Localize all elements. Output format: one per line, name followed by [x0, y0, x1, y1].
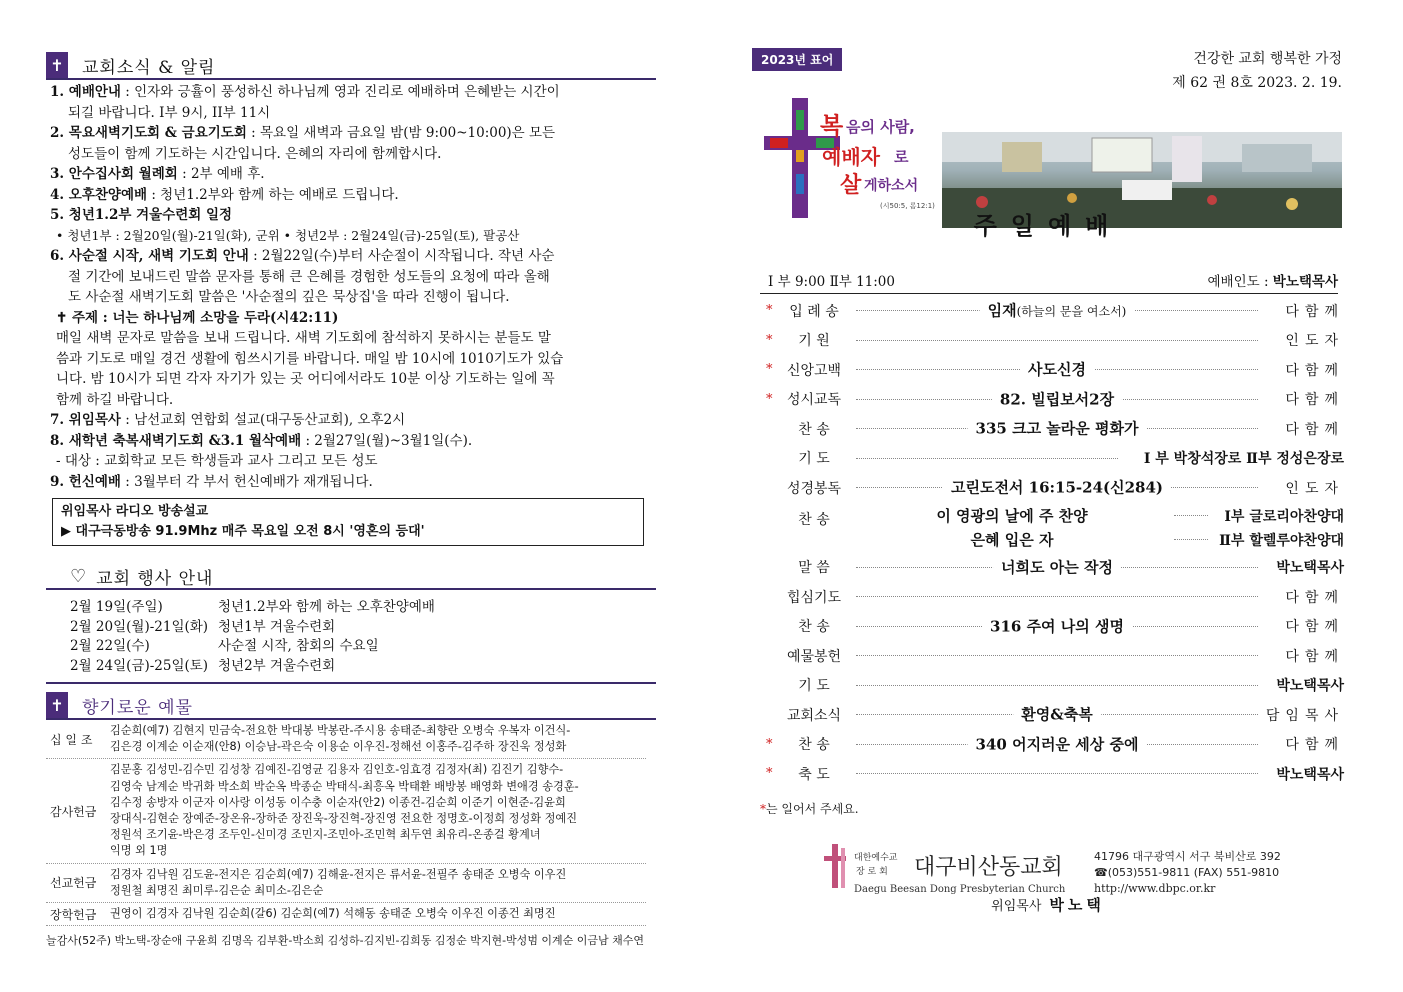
news-title: 교회소식 & 알림 [82, 57, 216, 78]
news-item-continuation: 도 사순절 새벽기도회 말씀은 '사순절의 깊은 묵상집'을 따라 진행이 됩니다. [68, 289, 510, 305]
offering-label: 십 일 조 [50, 732, 93, 747]
radio-box [52, 498, 644, 546]
order-dots [856, 340, 1258, 341]
news-item-text: : 3월부터 각 부서 헌신예배가 재개됩니다. [120, 473, 373, 490]
order-title-text: 고린도전서 16:15-24(신284) [950, 478, 1164, 497]
order-row [766, 355, 1344, 385]
offering-names-line: 정원석 조기윤-박은경 조두인-신미경 조민지-조민아-조민혁 최두연 최유리-온종걸 황계녀 [110, 828, 541, 842]
order-performer: 담임목사 [1265, 707, 1344, 724]
order-performer: 다함께 [1285, 392, 1344, 409]
order-row [766, 385, 1344, 415]
order-row [766, 296, 1344, 326]
lent-paragraph-line: 매일 새벽 문자로 말씀을 보내 드립니다. 새벽 기도회에 참석하지 못하시는 분들도 말 [56, 330, 551, 346]
news-item-sub: - 대상 : 교회학교 모든 학생들과 교사 그리고 모든 성도 [56, 453, 378, 469]
footnote-star: * [760, 802, 766, 816]
order-performer: 인도자 [1285, 333, 1344, 350]
order-row [766, 759, 1344, 789]
order-dots [856, 735, 1258, 754]
church-footer [822, 838, 1342, 898]
church-phone: ☎(053)551-9811 (FAX) 551-9810 [1094, 866, 1280, 879]
news-item-text: : 목요일 새벽과 금요일 밤(밤 9:00~10:00)은 모든 [246, 125, 556, 141]
order-label: 말 씀 [798, 560, 830, 577]
order-of-worship [766, 296, 1344, 789]
lent-paragraph-line: 니다. 밤 10시가 되면 각자 자기가 있는 곳 어디에서라도 10분 이상 기도하는 일에 꼭 [56, 371, 555, 387]
offering-row [46, 903, 646, 926]
order-label: 찬 송 [798, 421, 830, 438]
order-title [982, 615, 1132, 636]
event-date: 2월 19일(주일) [70, 599, 163, 615]
slogan-char-2: 예배자 [822, 145, 880, 169]
order-dots [856, 458, 1118, 459]
news-item-title: 5. 청년1.2부 겨울수련회 일정 [50, 207, 233, 223]
order-dots [856, 558, 1258, 577]
slogan-reference: (시50:5, 롬12:1) [880, 202, 935, 210]
lent-paragraph-line: 씀과 기도로 매일 경건 생활에 힘쓰시기를 바랍니다. 매일 밤 10시에 1010기도가 있습 [56, 350, 564, 367]
order-performer: 다함께 [1285, 421, 1344, 438]
church-english-name: Daegu Beesan Dong Presbyterian Church [854, 884, 1066, 895]
choir-list [850, 504, 1344, 552]
order-title-text: 335 크고 놀라운 평화가 [975, 419, 1139, 438]
leader-name: 박노택목사 [1272, 274, 1338, 290]
church-logo-icon [824, 844, 846, 888]
order-title [1020, 359, 1094, 380]
order-row [766, 612, 1344, 642]
order-row [766, 473, 1344, 503]
order-title [1013, 704, 1101, 725]
order-title [980, 300, 1135, 321]
news-item-title: 9. 헌신예배 [50, 473, 121, 490]
youth-retreat-line: • 청년1부 : 2월20일(월)-21일(화), 군위 • 청년2부 : 2월24일(금)-25일(토), 팔공산 [56, 227, 520, 243]
event-desc: 사순절 시작, 참회의 수요일 [218, 638, 379, 654]
news-item [46, 246, 656, 267]
order-dots [856, 655, 1258, 656]
stand-star: * [766, 332, 773, 348]
order-dots [856, 773, 1258, 774]
order-label: 성경봉독 [786, 480, 842, 497]
news-item-title: 7. 위임목사 [50, 412, 121, 428]
events-section-header [46, 564, 656, 590]
stand-star: * [766, 362, 773, 378]
order-performer: 다함께 [1285, 648, 1344, 665]
slogan-char-3: 살 [840, 173, 862, 198]
event-date: 2월 22일(수) [70, 638, 150, 654]
news-item-text: : 2월27일(월)~3월1일(수). [301, 432, 473, 449]
news-item [46, 410, 656, 431]
offer-table [46, 720, 646, 926]
news-item-title: 6. 사순절 시작, 새벽 기도회 안내 [50, 248, 249, 264]
order-title [943, 477, 1171, 498]
slogan-char-1: 복 [820, 112, 844, 140]
order-performer: 다함께 [1285, 737, 1344, 754]
church-url: http://www.dbpc.or.kr [1094, 882, 1216, 895]
stand-star: * [766, 766, 773, 782]
order-row [766, 553, 1344, 583]
order-title-text: 임재 [987, 301, 1017, 320]
event-desc: 청년1.2부와 함께 하는 오후찬양예배 [218, 599, 435, 615]
choir-dots [1174, 539, 1208, 540]
news-item-continuation: 되길 바랍니다. I부 9시, II부 11시 [68, 104, 271, 121]
order-dots [856, 301, 1258, 320]
order-dots [856, 419, 1258, 438]
lent-paragraph-line: 함께 하길 바랍니다. [56, 391, 174, 408]
order-title-text: 340 어지러운 세상 중에 [975, 735, 1139, 754]
order-label: 교회소식 [786, 707, 842, 724]
leader-label: 예배인도 : [1207, 274, 1273, 290]
choir-name: I부 글로리아찬양대 [1224, 508, 1344, 525]
order-title-text: 82. 빌립보서2장 [999, 390, 1115, 409]
stand-star: * [766, 391, 773, 407]
order-row [766, 641, 1344, 671]
news-list [46, 82, 656, 492]
offering-names-line: 정원철 최명진 최미루-김은순 최미소-김은순 [110, 883, 324, 897]
event-date: 2월 24일(금)-25일(토) [70, 657, 209, 674]
left-column [46, 52, 656, 948]
event-row [70, 637, 656, 657]
lent-theme: ✝ 주제 : 너는 하나님께 소망을 두라(시42:11) [56, 309, 339, 326]
order-dots [856, 596, 1258, 597]
order-performer: 다함께 [1285, 619, 1344, 636]
slogan-line-2: 로 [894, 148, 909, 166]
order-row [766, 700, 1344, 730]
radio-text: ▶ 대구극동방송 91.9Mhz 매주 목요일 오전 8시 '영혼의 등대' [61, 524, 425, 539]
order-label: 기 원 [798, 333, 830, 350]
choir-hymn: 은혜 입은 자 [970, 531, 1054, 549]
worship-leader [1207, 270, 1338, 290]
order-title-text: 316 주여 나의 생명 [990, 617, 1124, 636]
event-desc: 청년1부 겨울수련회 [218, 618, 336, 635]
news-item-title: 2. 목요새벽기도회 & 금요기도회 [50, 125, 247, 141]
pastor-name: 박노택 [1049, 896, 1105, 914]
order-performer: 다함께 [1285, 589, 1344, 606]
church-name: 대구비산동교회 [914, 855, 1063, 880]
order-label: 축 도 [798, 766, 830, 783]
offering-names-line: 김수정 송방자 이군자 이사랑 이성동 이수충 이순자(안2) 이종건-김순희 이준기 이현준-김윤희 [110, 795, 566, 809]
heart-icon: ♡ [70, 565, 87, 587]
stand-star: * [766, 303, 773, 319]
offering-label: 감사헌금 [50, 804, 97, 819]
offering-row [46, 720, 646, 759]
order-title [993, 556, 1121, 577]
order-label: 성시교독 [786, 392, 842, 409]
order-performer: 박노택목사 [1276, 678, 1344, 695]
offering-names [104, 903, 646, 925]
order-performer: 다함께 [1285, 362, 1344, 379]
order-row [766, 730, 1344, 760]
order-dots [856, 360, 1258, 379]
order-label: 예물봉헌 [786, 648, 842, 665]
order-label: 신앙고백 [786, 362, 842, 379]
event-row [70, 657, 656, 677]
event-row [70, 618, 656, 638]
worship-times: I 부 9:00 Ⅱ부 11:00 [768, 274, 895, 290]
radio-title: 위임목사 라디오 방송설교 [61, 504, 209, 519]
news-item [46, 164, 656, 185]
offering-names-line: 권영이 김경자 김낙원 김순희(갈6) 김순희(예7) 석해동 송태준 오병숙 이우진 이종건 최명진 [110, 907, 556, 921]
order-title [968, 418, 1147, 439]
order-label: 찬 송 [798, 619, 830, 636]
offering-names-line: 장대식-김현순 장예준-장온유-장하준 장진욱-장진혁-장진영 전요한 정명호-이정희 정성화 정예진 [110, 812, 578, 826]
news-item-text: : 남선교회 연합회 설교(대구동산교회), 오후2시 [120, 412, 406, 428]
stand-star: * [766, 736, 773, 752]
order-row [766, 444, 1344, 474]
order-performer: 박노택목사 [1276, 766, 1344, 783]
news-item [46, 185, 656, 206]
order-title [992, 388, 1122, 409]
order-row [766, 582, 1344, 612]
news-item-text: : 청년1.2부와 함께 하는 예배로 드립니다. [147, 186, 399, 203]
offering-label: 장학헌금 [50, 907, 97, 922]
church-address: 41796 대구광역시 서구 북비산로 392 [1094, 850, 1281, 863]
offering-names-line: 김은경 이계순 이순재(안8) 이승남-곽은숙 이용순 이우진-정해선 이홍주-김주하 장진욱 정성화 [110, 740, 567, 754]
year-motto-badge: 2023년 표어 [752, 48, 842, 71]
slogan-line-1: 음의 사람, [846, 118, 915, 136]
news-item [46, 123, 656, 144]
footnote [760, 800, 859, 817]
news-section-header [46, 52, 656, 80]
news-item [46, 82, 656, 103]
slogan-line-3: 게하소서 [864, 178, 919, 194]
order-title-sub: (하늘의 문을 여소서) [1016, 304, 1127, 319]
news-item-continuation: 성도들이 함께 기도하는 시간입니다. 은혜의 자리에 함께합시다. [68, 145, 442, 162]
issue-date: 제 62 권 8호 2023. 2. 19. [1172, 75, 1342, 91]
offering-label: 선교헌금 [50, 876, 97, 891]
order-label: 기 도 [798, 678, 830, 695]
event-desc: 청년2부 겨울수련회 [218, 657, 336, 674]
order-performer: 인도자 [1285, 480, 1344, 497]
news-item-continuation: 절 기간에 보내드린 말씀 문자를 통해 큰 은혜를 경험한 성도들의 요청에 따라 올해 [68, 268, 550, 285]
order-label: 기 도 [798, 451, 830, 468]
order-title [968, 733, 1147, 754]
footnote-text: 는 일어서 주세요. [766, 802, 859, 816]
news-item-text: : 2부 예배 후. [177, 166, 265, 182]
order-row [766, 671, 1344, 701]
offering-names-line: 김경자 김낙원 김도윤-전지은 김순희(예7) 김해윤-전지은 류서윤-전필주 송태준 오병숙 이우진 [110, 867, 567, 881]
offering-names [104, 720, 646, 758]
news-item-text: : 2월22일(수)부터 사순절이 시작됩니다. 작년 사순 [248, 248, 555, 264]
news-item-title: 3. 안수집사회 월례회 [50, 166, 178, 182]
order-row [766, 326, 1344, 356]
cross-icon: ✝ [46, 52, 68, 78]
order-dots [856, 685, 1258, 686]
denomination-2: 장 로 회 [856, 867, 888, 877]
news-item-title: 8. 새학년 축복새벽기도회 &3.1 월삭예배 [50, 432, 302, 449]
order-label: 찬 송 [798, 737, 830, 754]
offering-names-line: 김문홍 김성민-김수민 김성창 김예진-김영균 김용자 김인호-임효경 김정자(최) 김진기 김향수- [110, 763, 564, 777]
worship-title: 주일예배 [973, 211, 1123, 240]
order-dots [856, 705, 1258, 724]
events-title: 교회 행사 안내 [96, 568, 214, 589]
order-label: 찬 송 [798, 511, 830, 528]
offer-title: 향기로운 예물 [82, 697, 193, 718]
order-performer: I 부 박창석장로 Ⅱ부 정성은장로 [1143, 451, 1344, 468]
offering-names-line: 김영숙 남계순 박귀화 박소희 박순옥 박종순 박태식-최흥옥 박태환 배방봉 배영화 변애경 송경훈- [110, 779, 579, 793]
event-row [70, 598, 656, 618]
denomination-1: 대한예수교 [854, 853, 898, 863]
order-dots [856, 390, 1258, 409]
news-item-title: 1. 예배안내 [50, 84, 121, 100]
order-performer: 박노택목사 [1276, 560, 1344, 577]
news-item [46, 472, 656, 493]
pastor-label: 위임목사 [991, 899, 1042, 914]
news-item-text: : 인자와 긍휼이 풍성하신 하나님께 영과 진리로 예배하며 은혜받는 시간이 [120, 84, 560, 100]
order-row [766, 503, 1344, 553]
news-item [46, 431, 656, 452]
order-performer: 다함께 [1285, 303, 1344, 320]
order-title-text: 너희도 아는 작정 [1001, 558, 1113, 577]
church-motto: 건강한 교회 행복한 가정 [1193, 51, 1342, 67]
news-item-title: 4. 오후찬양예배 [50, 186, 148, 203]
cross-icon: ✝ [46, 692, 68, 718]
choir-dots [1174, 515, 1208, 516]
offering-row [46, 759, 646, 863]
offering-row [46, 864, 646, 903]
order-row [766, 414, 1344, 444]
news-item [46, 205, 656, 226]
order-title-text: 환영&축복 [1021, 705, 1093, 724]
choir-hymn: 이 영광의 날에 주 찬양 [936, 507, 1088, 525]
divider [760, 293, 1338, 294]
offering-names [104, 759, 646, 862]
order-label: 힙심기도 [786, 589, 842, 606]
event-date: 2월 20일(월)-21일(화) [70, 618, 209, 635]
order-label: 입 례 송 [789, 303, 839, 320]
worship-times-row [768, 270, 1338, 290]
order-title-text: 사도신경 [1028, 360, 1086, 379]
order-dots [856, 617, 1258, 636]
choir-line [850, 504, 1344, 528]
pastor-line [752, 894, 1344, 915]
offer-section-header [46, 692, 656, 720]
choir-line [850, 528, 1344, 552]
order-dots [856, 478, 1258, 497]
choir-name: Ⅱ부 할렐루야찬양대 [1219, 532, 1344, 549]
offering-names-line: 김순희(예7) 김현지 민금숙-전요한 박대봉 박봉란-주시용 송태준-최향란 오병숙 우복자 이건식- [110, 724, 571, 737]
offering-names [104, 864, 646, 902]
offering-names-line: 익명 외 1명 [110, 844, 168, 858]
offer-last-line: 늘감사(52주) 박노택-장순애 구윤희 김명옥 김부환-박소희 김성하-김지빈-김희동 김정순 박지현-박성범 이계순 이금남 채수연 [46, 934, 645, 948]
events-list [46, 590, 656, 684]
